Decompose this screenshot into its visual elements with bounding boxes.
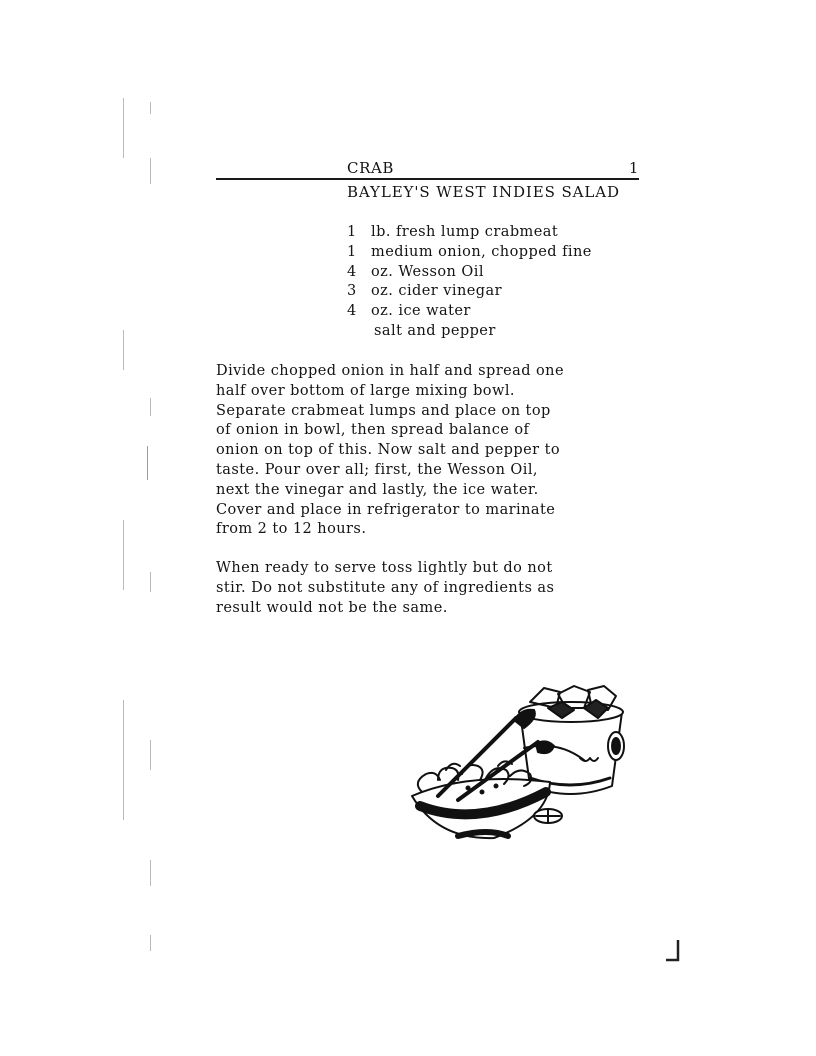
text-line: When ready to serve toss lightly but do not: [216, 560, 553, 576]
salad-bowl-illustration-icon: [398, 678, 638, 844]
text-line: stir. Do not substitute any of ingredients as: [216, 579, 555, 596]
directions-paragraph-1: [216, 362, 564, 540]
ingredient-item: [347, 263, 592, 283]
scan-artifact: [123, 700, 124, 820]
corner-mark-icon: [664, 940, 682, 962]
ingredient-item: [347, 243, 592, 263]
text-line: Divide chopped onion in half and spread one: [216, 363, 564, 379]
ingredient-item: [347, 223, 592, 243]
ingredient-item: [347, 302, 592, 322]
ingredient-qty: 4: [347, 303, 357, 320]
text-line: Separate crabmeat lumps and place on top: [216, 402, 551, 419]
ingredient-item: [347, 282, 592, 302]
text-line: half over bottom of large mixing bowl.: [216, 382, 515, 399]
ingredient-text: lb. fresh lump crabmeat: [371, 224, 559, 240]
scan-artifact: [150, 860, 151, 886]
section-heading: CRAB: [347, 159, 395, 177]
page-header: [347, 159, 639, 177]
text-line: taste. Pour over all; first, the Wesson Oil,: [216, 461, 538, 478]
text-line: of onion in bowl, then spread balance of: [216, 422, 530, 439]
ingredient-list: [347, 223, 592, 342]
ingredient-text: salt and pepper: [374, 322, 496, 339]
text-line: from 2 to 12 hours.: [216, 521, 367, 538]
ingredient-text: oz. cider vinegar: [371, 283, 503, 300]
ingredient-item: [347, 322, 592, 342]
header-divider: [216, 178, 639, 180]
text-line: onion on top of this. Now salt and pepper to: [216, 442, 561, 459]
ingredient-text: oz. ice water: [371, 303, 471, 320]
scan-artifact: [147, 446, 148, 480]
scan-artifact: [150, 740, 151, 770]
ingredient-qty: 4: [347, 263, 357, 280]
ingredient-text: oz. Wesson Oil: [371, 263, 484, 280]
scan-artifact: [150, 158, 151, 184]
ingredient-qty: 3: [347, 283, 357, 300]
scan-artifact: [150, 398, 151, 416]
text-line: next the vinegar and lastly, the ice water.: [216, 481, 539, 498]
scan-artifact: [123, 520, 124, 590]
scan-artifact: [150, 935, 151, 951]
scan-artifact: [150, 572, 151, 592]
text-line: result would not be the same.: [216, 599, 448, 616]
scan-artifact: [123, 330, 124, 370]
scan-artifact: [123, 98, 124, 158]
ingredient-qty: 1: [347, 224, 357, 240]
scan-artifact: [150, 102, 151, 114]
ingredient-text: medium onion, chopped fine: [371, 243, 592, 260]
text-line: Cover and place in refrigerator to marinate: [216, 501, 556, 518]
ingredient-qty: 1: [347, 243, 357, 260]
directions-paragraph-2: [216, 559, 554, 618]
recipe-title: BAYLEY'S WEST INDIES SALAD: [347, 183, 620, 201]
page-number: 1: [628, 159, 639, 177]
